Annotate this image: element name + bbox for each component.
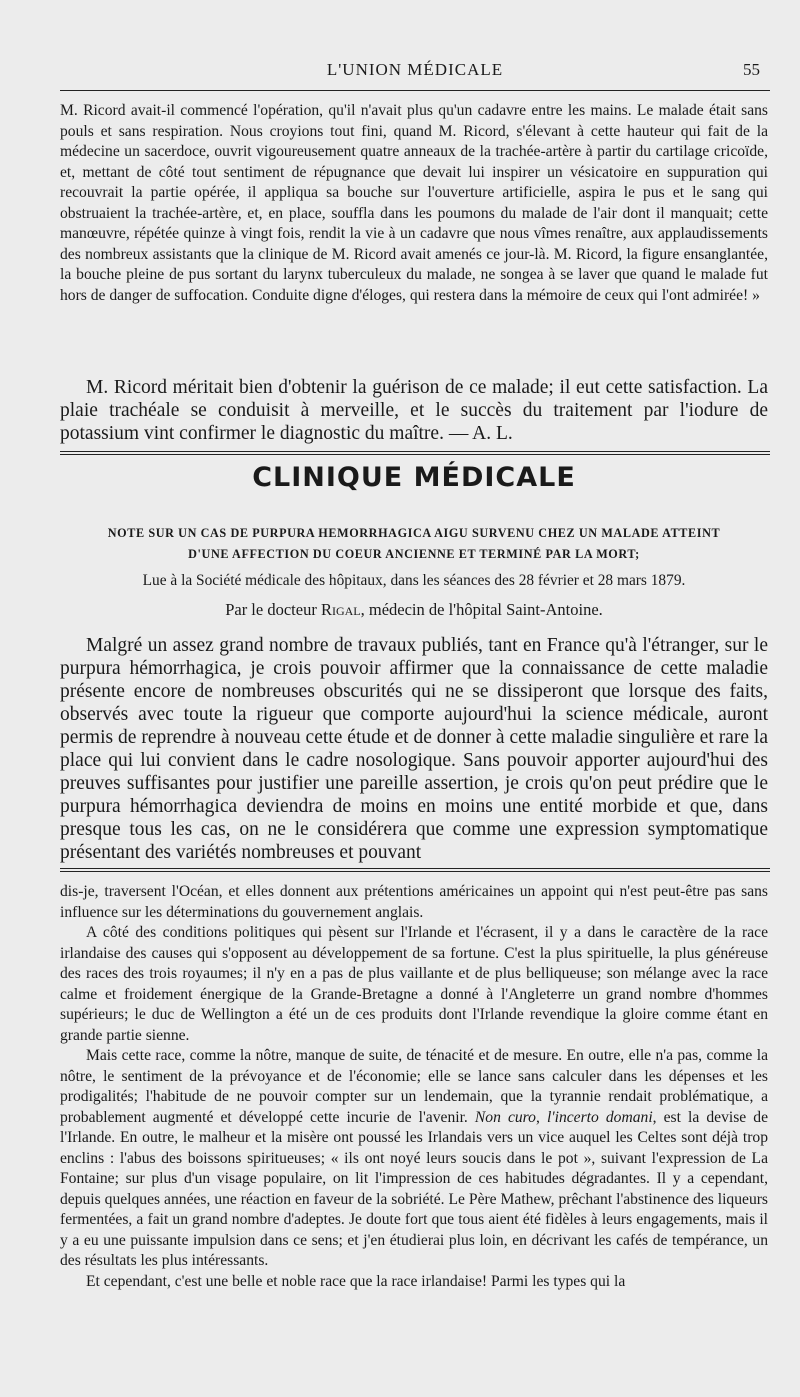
feuilleton-rule	[60, 868, 770, 872]
feuilleton-paragraph-4: Et cependant, c'est une belle et noble race que la race irlandaise! Parmi les types qui la	[86, 1272, 626, 1290]
feuilleton-p3-part-b: , est la devise de l'Irlande. En outre, le malheur et la misère ont poussé les Irlandais vers un vice auquel les Celtes sont déjà trop enclins : l'abus des boissons spiritueuses; « ils ont noyé leurs soucis dans le pot », suivant l'expression de La Fontaine; sur plus d'un visage populaire, on lit l'impression de ces habitudes dégradantes. Il y a cependant, depuis quelques années, une réaction en faveur de la sobriété. Le Père Mathew, prêchant l'abstinence des liqueurs fermentées, a fait un grand nombre d'adeptes. Je doute fort que tous aient été fidèles à leurs engagements, mais il y a eu une puissante impulsion dans ce sens; et j'en étudierai plus loin, en décrivant les cafés de tempérance, un des résultats les plus intéressants.	[60, 1108, 768, 1269]
byline	[60, 600, 768, 620]
conclusion-paragraph: M. Ricord méritait bien d'obtenir la guérison de ce malade; il eut cette satisfaction. La plaie trachéale se conduisit à merveille, et le succès du traitement par l'iodure de potassium vint confirmer le diagnostic du maître. — A. L.	[60, 377, 768, 444]
article-body	[60, 634, 768, 864]
section-title: CLINIQUE MÉDICALE	[252, 462, 576, 493]
article-title	[60, 523, 768, 565]
byline-prefix: Par le docteur	[225, 600, 317, 619]
reading-note: Lue à la Société médicale des hôpitaux, dans les séances des 28 février et 28 mars 1879.	[142, 572, 686, 589]
quote-paragraph: M. Ricord avait-il commencé l'opération, qu'il n'avait plus qu'un cadavre entre les mains. Le malade était sans pouls et sans respiration. Nous croyions tout fini, quand M. Ricord, s'élevant à cette hauteur qui fait de la médecine un sacerdoce, ouvrit vigoureusement quatre anneaux de la trachée-artère à partir du cartilage cricoïde, et, mettant de côté tout sentiment de répugnance que devait lui inspirer un vésicatoire en suppuration qui recouvrait la partie opérée, il appliqua sa bouche sur l'ouverture artificielle, aspira le pus et le sang qui obstruaient la trachée-artère, et, en place, souffla dans les poumons du malade de l'air dont il manquait; cette manœuvre, répétée quinze à vingt fois, rendit la vie à un cadavre que nous vîmes renaître, aux applaudissements des nombreux assistants que la clinique de M. Ricord avait amenés ce jour-là. M. Ricord, la figure ensanglantée, la bouche pleine de pus sortant du larynx tuberculeux du malade, ne songea à se laver que quand le malade fut hors de danger de suffocation. Conduite digne d'éloges, qui restera dans la mémoire de ceux qui l'ont admirée! »	[60, 102, 768, 304]
feuilleton-block	[60, 882, 768, 1292]
article-title-line-1: NOTE SUR UN CAS DE PURPURA HEMORRHAGICA AIGU SURVENU CHEZ UN MALADE ATTEINT	[107, 526, 721, 540]
header-rule	[60, 90, 770, 91]
article-paragraph: Malgré un assez grand nombre de travaux publiés, tant en France qu'à l'étranger, sur le purpura hémorrhagica, je crois pouvoir affirmer que la connaissance de cette maladie présente encore de nombreuses obscurités qui ne se dissiperont que lorsque des faits, observés avec toute la rigueur que comporte aujourd'hui la science médicale, auront permis de reprendre à nouveau cette étude et de donner à cette maladie singulière et rare la place qui lui convient dans le cadre nosologique. Sans pouvoir apporter aujourd'hui des preuves suffisantes pour justifier une pareille assertion, je crois qu'on peut prédire que le purpura hémorrhagica deviendra de moins en moins une entité morbide et que, dans presque tous les cas, on ne le considérera que comme une expression symptomatique présentant des variétés nombreuses et pouvant	[60, 635, 768, 863]
running-head	[60, 56, 770, 86]
author-name: Rigal	[320, 600, 361, 619]
byline-suffix: , médecin de l'hôpital Saint-Antoine.	[360, 600, 603, 619]
feuilleton-paragraph-1: dis-je, traversent l'Océan, et elles donnent aux prétentions américaines un appoint qui n'est peut-être pas sans influence sur les déterminations du gouvernement anglais.	[60, 883, 768, 921]
feuilleton-paragraph-3	[60, 1046, 768, 1272]
section-rule	[60, 451, 770, 455]
article-title-line-2: D'UNE AFFECTION DU COEUR ANCIENNE ET TERMINÉ PAR LA MORT;	[188, 547, 640, 561]
page-number: 55	[743, 60, 760, 79]
quote-block	[60, 101, 768, 306]
italic-incerto-domani: l'incerto domani	[546, 1108, 653, 1126]
conclusion-block	[60, 376, 768, 445]
feuilleton-p3-part-a: Mais cette race, comme la nôtre, manque de suite, de ténacité et de mesure. En outre, elle n'a pas, comme la nôtre, le sentiment de la prévoyance et de l'économie; elle se lance sans calculer dans les dépenses et les prodigalités; l'habitude de ne pouvoir compter sur un lendemain, que la tyrannie rendait problématique, a probablement augmenté et développé cette incurie de l'avenir.	[60, 1047, 768, 1126]
feuilleton-paragraph-2: A côté des conditions politiques qui pèsent sur l'Irlande et l'écrasent, il y a dans le caractère de la race irlandaise des causes qui s'opposent au développement de sa fortune. C'est la plus spirituelle, la plus généreuse des races des trois royaumes; il n'y en a pas de plus vaillante et de plus belliqueuse; son mélange avec la race calme et froidement énergique de la Grande-Bretagne a donné à l'Angleterre un grand nombre d'hommes supérieurs; le duc de Wellington a été un de ces produits dont l'Irlande revendique la gloire comme étant en grande partie sienne.	[60, 924, 768, 1044]
feuilleton-p3-comma: ,	[535, 1108, 547, 1126]
italic-non-curo: Non curo	[474, 1108, 536, 1126]
journal-title: L'UNION MÉDICALE	[326, 60, 504, 79]
